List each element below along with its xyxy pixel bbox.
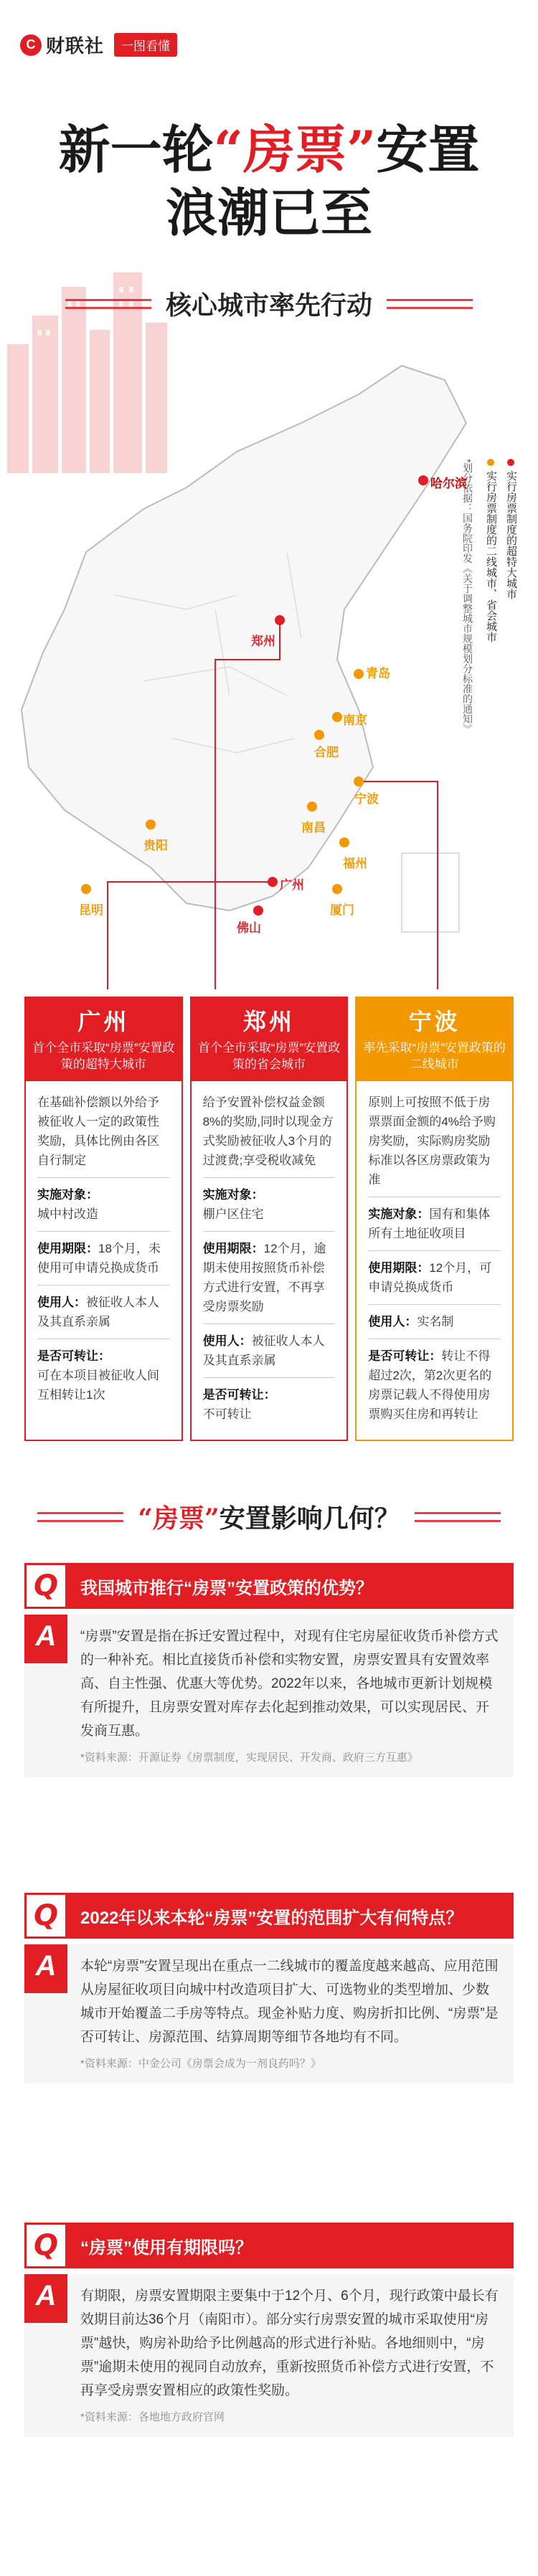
card-target: 实施对象： 棚户区住宅 (203, 1178, 336, 1232)
city-label-hefei: 合肥 (314, 746, 339, 759)
card-subtitle: 首个全市采取“房票”安置政策的超特大城市 (32, 1041, 175, 1071)
policy-card-guangzhou (24, 997, 183, 1441)
legend-dot-red-icon (507, 459, 514, 466)
city-label-foshan: 佛山 (237, 921, 261, 935)
brand-logo (20, 32, 104, 58)
legend-note: *划分依据：国务院印发《关于调整城市规模划分标准的通知》 (462, 459, 473, 734)
title-part-1: 新一轮 (58, 119, 214, 180)
card-user: 使用人：被征收人本人及其直系亲属 (203, 1324, 336, 1378)
city-label-nanjing: 南京 (343, 713, 367, 727)
policy-card-ningbo (355, 997, 514, 1441)
question-text: 我国城市推行“房票”安置政策的优势？ (80, 1578, 373, 1598)
china-map (0, 337, 538, 1004)
answer-source: *资料来源：中金公司《房票会成为一剂良药吗？》 (80, 2058, 321, 2070)
city-label-zhengzhou: 郑州 (251, 635, 275, 648)
question-text: “房票”使用有期限吗？ (80, 2238, 253, 2258)
title-highlight: “房票” (213, 119, 377, 180)
answer-text: 有期限，房票安置期限主要集中于12个月、6个月，现行政策中最长有效期目前达36个月（南阳市）。部分实行房票安置的城市采取使用“房票”越快，购房补助给予比例越高的形式进行补贴。各地细则中，“房票”逾期未使用的视同自动放弃，重新按照货币补偿方式进行安置，不再享受房票安置相应的政策性奖励。 *资料来源：各地地方政府官网 (67, 2274, 514, 2437)
title-deco-left (37, 1512, 123, 1522)
page-title (0, 118, 538, 244)
card-city: 广州 (77, 1009, 130, 1035)
question-text: 2022年以来本轮“房票”安置的范围扩大有何特点？ (80, 1908, 463, 1928)
city-label-guangzhou: 广州 (280, 878, 304, 892)
city-label-fuzhou: 福州 (343, 857, 367, 870)
card-body (192, 1081, 347, 1440)
a-icon: A (24, 1944, 67, 1993)
card-transfer: 是否可转让：转让不得超过2次，第2次更名的房票记载人不得使用房票购买住房和再转让 (368, 1349, 492, 1421)
section-title-cities (0, 285, 538, 322)
qa-block-3 (24, 2223, 514, 2437)
qa-block-2 (24, 1893, 514, 2083)
card-header (357, 997, 512, 1081)
card-subtitle: 率先采取“房票”安置政策的二线城市 (363, 1041, 506, 1071)
legend-item-supercity: 实行房票制度的超特大城市 (504, 459, 518, 599)
card-intro: 原则上可按照不低于房票票面金额的4%给予购房奖励，实际购房奖励标准以各区房票政策为准 (368, 1093, 501, 1197)
answer-text: “房票”安置是指在拆迁安置过程中，对现有住宅房屋征收货币补偿方式的一种补充。相比直接货币补偿和实物安置，房票安置具有安置效率高、自主性强、优惠大等优势。2022年以来，各地城市更新计划规模有所提升，且房票安置对库存去化起到推动效果，可以实现居民、开发商互惠。 *资料来源：开源证券《房票制度，实现居民、开发商、政府三方互惠》 (67, 1615, 514, 1777)
card-header (26, 997, 181, 1081)
card-header (192, 997, 347, 1081)
city-label-haerbin: 哈尔滨 (430, 477, 467, 490)
card-user: 使用人：被征收人本人及其直系亲属 (37, 1285, 170, 1339)
section-title-text: “房票”安置影响几何？ (138, 1503, 400, 1534)
a-icon: A (24, 1615, 67, 1663)
policy-cards (24, 997, 514, 1441)
legend-item-secondtier: 实行房票制度的二线城市、省会城市 (483, 459, 498, 642)
city-label-guiyang: 贵阳 (143, 839, 168, 852)
card-transfer: 是否可转让： 不可转让 (202, 1388, 276, 1421)
card-period: 使用期限：18个月，未使用可申请兑换成货币 (37, 1232, 170, 1285)
q-icon: Q (24, 1563, 67, 1609)
title-deco-right (387, 299, 473, 309)
title-part-2: 安置 (376, 119, 480, 180)
card-transfer: 是否可转让： 可在本项目被征收人间互相转让1次 (37, 1349, 159, 1402)
brand-tag: 一图看懂 (114, 33, 177, 57)
policy-card-zhengzhou (190, 997, 349, 1441)
qa-answer (24, 1944, 514, 2083)
city-label-xiamen: 厦门 (330, 903, 354, 917)
city-label-ningbo: 宁波 (354, 792, 379, 806)
title-deco-left (65, 299, 151, 309)
map-legend (432, 459, 518, 817)
answer-source: *资料来源：开源证券《房票制度，实现居民、开发商、政府三方互惠》 (80, 1752, 418, 1764)
qa-block-1 (24, 1563, 514, 1777)
legend-dot-orange-icon (487, 459, 494, 466)
title-deco-right (415, 1512, 501, 1522)
card-city: 宁波 (408, 1009, 461, 1035)
qa-question (24, 1563, 514, 1609)
card-city: 郑州 (243, 1009, 296, 1035)
card-body (26, 1081, 181, 1420)
qa-answer (24, 1615, 514, 1777)
brand-name: 财联社 (46, 35, 105, 57)
qa-question (24, 2223, 514, 2268)
card-subtitle: 首个全市采取“房票”安置政策的省会城市 (197, 1041, 341, 1071)
a-icon: A (24, 2274, 67, 2323)
answer-text: 本轮“房票”安置呈现出在重点一二线城市的覆盖度越来越高、应用范围从房屋征收项目向城中村改造项目扩大、可选物业的类型增加、少数城市开始覆盖二手房等特点。现金补贴力度、购房折扣比例、“房票”是否可转让、房源范围、结算周期等细节各地均有不同。 *资料来源：中金公司《房票会成为一剂良药吗？》 (67, 1944, 514, 2083)
section-title-impact (0, 1498, 538, 1535)
qa-answer (24, 2274, 514, 2437)
answer-source: *资料来源：各地地方政府官网 (80, 2411, 225, 2423)
card-target: 实施对象：国有和集体所有土地征收项目 (368, 1197, 501, 1251)
q-icon: Q (24, 1893, 67, 1939)
card-period: 使用期限：12个月，可申请兑换成货币 (368, 1251, 501, 1305)
title-line-2: 浪潮已至 (165, 182, 372, 243)
card-intro: 在基础补偿额以外给予被征收人一定的政策性奖励，具体比例由各区自行制定 (37, 1093, 170, 1178)
card-target: 实施对象： 城中村改造 (37, 1178, 170, 1232)
q-icon: Q (24, 2223, 67, 2268)
brand-header (20, 32, 177, 58)
card-period: 使用期限：12个月，逾期未使用按照货币补偿方式进行安置，不再享受房票奖励 (203, 1232, 336, 1324)
qa-question (24, 1893, 514, 1939)
city-label-kunming: 昆明 (79, 903, 103, 917)
card-intro: 给予安置补偿权益金额8%的奖励,同时以现金方式奖励被征收人3个月的过渡费;享受税收减免 (203, 1093, 336, 1178)
card-body (357, 1081, 512, 1440)
brand-mark-icon: C (20, 34, 42, 56)
city-label-nanchang: 南昌 (301, 821, 326, 835)
city-label-qingdao: 青岛 (366, 667, 390, 680)
card-user: 使用人：实名制 (368, 1305, 501, 1339)
section-title-text: 核心城市率先行动 (165, 290, 372, 320)
